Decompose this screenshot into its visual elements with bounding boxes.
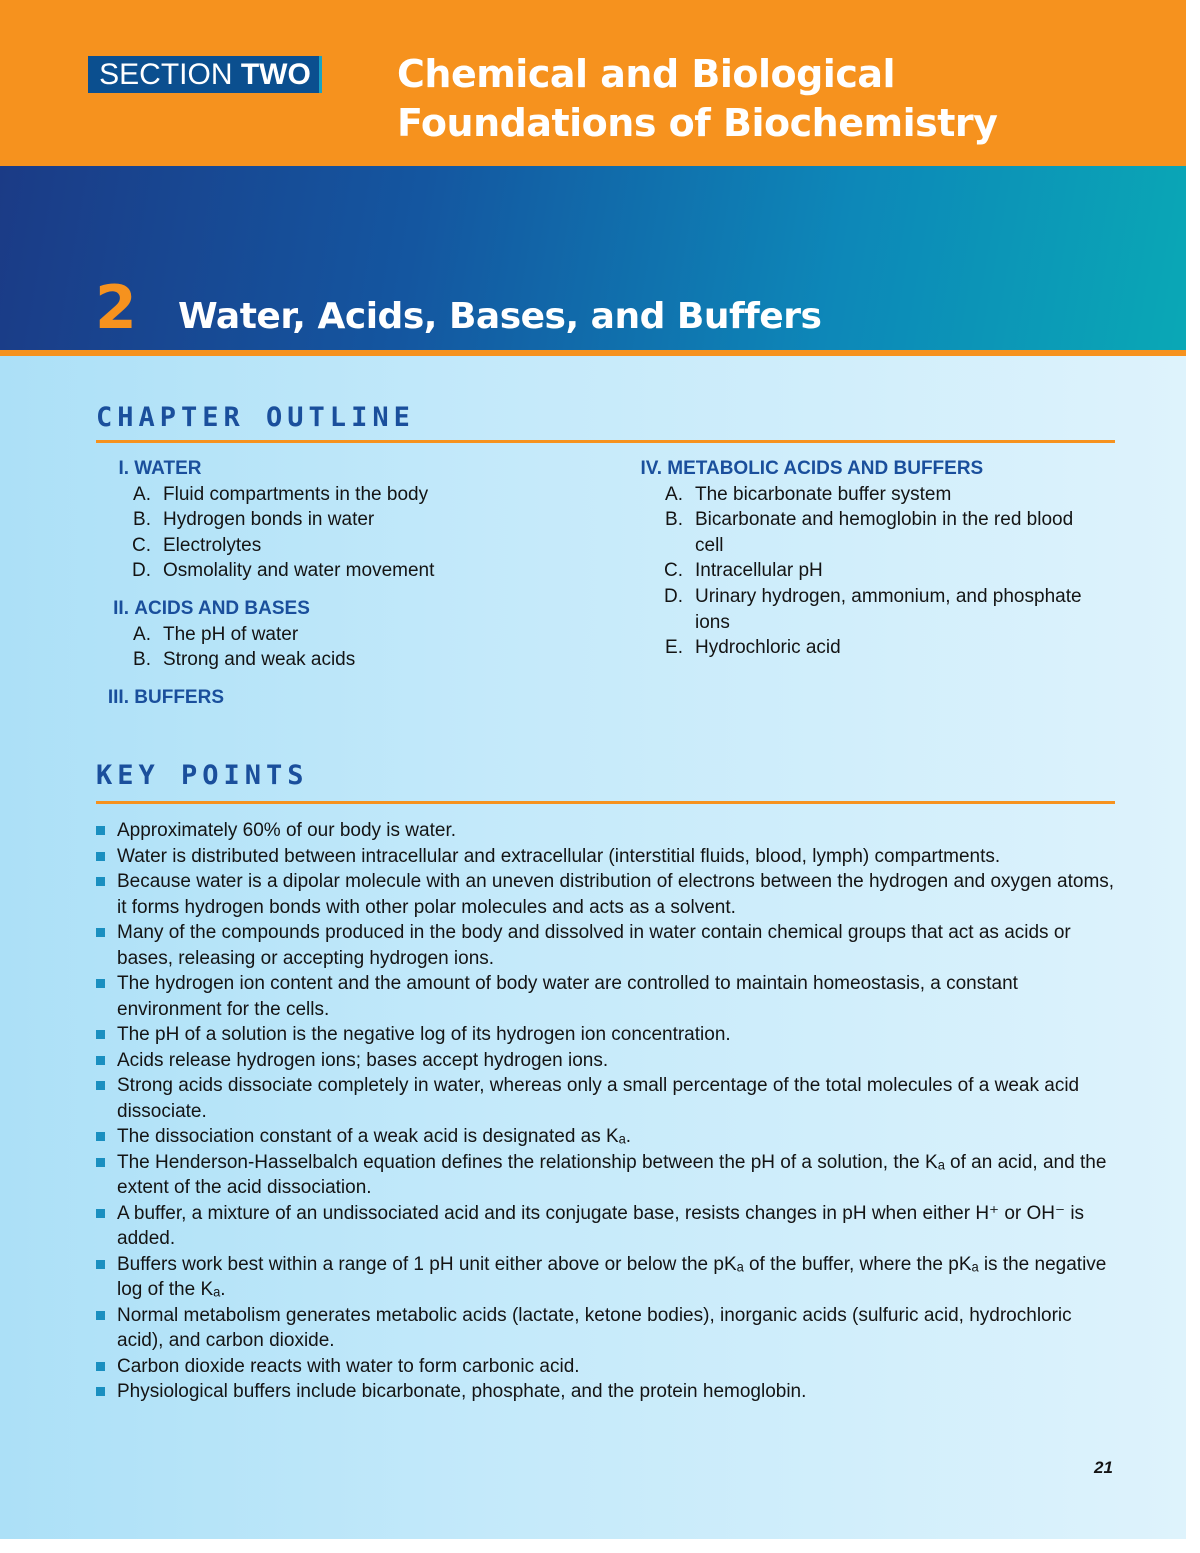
- key-point: [96, 1073, 1116, 1124]
- key-point: [96, 920, 1116, 971]
- section-label-prefix: SECTION: [99, 58, 233, 91]
- square-bullet-icon: [96, 1209, 105, 1218]
- outline-letter: B.: [133, 649, 151, 671]
- square-bullet-icon: [96, 826, 105, 835]
- outline-divider: [96, 440, 1115, 443]
- outline-letter: C.: [664, 560, 683, 582]
- key-points-list: [96, 818, 1116, 1405]
- key-point-text: A buffer, a mixture of an undissociated acid and its conjugate base, resists changes in pH when either H⁺ or OH⁻ is added.: [117, 1202, 1085, 1249]
- outline-item: [622, 482, 1102, 508]
- key-point-text: The dissociation constant of a weak acid is designated as Kₐ.: [117, 1126, 632, 1147]
- outline-right-column: [622, 456, 1102, 673]
- key-point: [96, 1150, 1116, 1201]
- key-point-text: Water is distributed between intracellular and extracellular (interstitial fluids, blood, lymph) compartments.: [117, 845, 1001, 867]
- outline-letter: B.: [665, 509, 683, 531]
- outline-item-text: The pH of water: [163, 623, 299, 645]
- outline-item: [622, 635, 1102, 661]
- key-point-text: The hydrogen ion content and the amount of body water are controlled to maintain homeostasis, a constant environment for the cells.: [117, 973, 1018, 1020]
- outline-group: [96, 596, 596, 673]
- key-points-heading: KEY POINTS: [96, 760, 309, 791]
- outline-letter: D.: [132, 560, 151, 582]
- outline-item: [96, 558, 596, 584]
- outline-group-title: ACIDS AND BASES: [134, 597, 310, 619]
- section-label: [88, 56, 322, 93]
- key-point: [96, 1022, 1116, 1048]
- key-point-text: Strong acids dissociate completely in water, whereas only a small percentage of the total molecules of a weak acid dissociate.: [117, 1075, 1080, 1122]
- outline-group: [96, 685, 596, 711]
- outline-numeral: I.: [118, 458, 129, 479]
- key-points-divider: [96, 801, 1115, 804]
- outline-group-heading: [622, 456, 1102, 482]
- chapter-outline-heading: CHAPTER OUTLINE: [96, 402, 415, 433]
- square-bullet-icon: [96, 852, 105, 861]
- key-point-text: Acids release hydrogen ions; bases accept hydrogen ions.: [117, 1049, 609, 1071]
- outline-item: [622, 507, 1102, 558]
- outline-item: [96, 622, 596, 648]
- square-bullet-icon: [96, 877, 105, 886]
- square-bullet-icon: [96, 1362, 105, 1371]
- outline-group: [622, 456, 1102, 661]
- key-point: [96, 869, 1116, 920]
- outline-letter: A.: [133, 483, 151, 505]
- outline-group: [96, 456, 596, 584]
- outline-letter: E.: [665, 637, 683, 659]
- outline-numeral: IV.: [640, 458, 662, 479]
- key-point-text: The pH of a solution is the negative log of its hydrogen ion concentration.: [117, 1024, 731, 1045]
- key-point: [96, 1303, 1116, 1354]
- outline-group-heading: [96, 456, 596, 482]
- outline-item: [96, 507, 596, 533]
- outline-item-text: The bicarbonate buffer system: [695, 483, 952, 505]
- square-bullet-icon: [96, 1132, 105, 1141]
- outline-group-heading: [96, 685, 596, 711]
- outline-item-text: Bicarbonate and hemoglobin in the red blood cell: [695, 509, 1074, 556]
- square-bullet-icon: [96, 1387, 105, 1396]
- section-label-number: TWO: [240, 58, 311, 91]
- key-point-text: Normal metabolism generates metabolic acids (lactate, ketone bodies), inorganic acids (sulfuric acid, hydrochloric acid), and carbon dioxide.: [117, 1304, 1072, 1351]
- key-point: [96, 1379, 1116, 1405]
- square-bullet-icon: [96, 1260, 105, 1269]
- outline-left-column: [96, 456, 596, 722]
- chapter-band-rule: [0, 350, 1186, 356]
- key-point-text: Many of the compounds produced in the body and dissolved in water contain chemical groups that act as acids or bases, releasing or accepting hydrogen ions.: [117, 922, 1071, 969]
- key-point: [96, 818, 1116, 844]
- outline-item: [96, 482, 596, 508]
- outline-item-text: Hydrogen bonds in water: [163, 509, 375, 531]
- square-bullet-icon: [96, 1311, 105, 1320]
- outline-letter: C.: [132, 534, 151, 556]
- key-point: [96, 1252, 1116, 1303]
- page-number: 21: [1094, 1458, 1113, 1477]
- outline-item: [622, 584, 1102, 635]
- outline-item-text: Urinary hydrogen, ammonium, and phosphate ions: [695, 585, 1082, 633]
- key-point-text: Physiological buffers include bicarbonate, phosphate, and the protein hemoglobin.: [117, 1381, 807, 1402]
- square-bullet-icon: [96, 979, 105, 988]
- square-bullet-icon: [96, 928, 105, 937]
- outline-group-title: WATER: [134, 458, 202, 479]
- key-point: [96, 1354, 1116, 1380]
- square-bullet-icon: [96, 1030, 105, 1039]
- square-bullet-icon: [96, 1081, 105, 1090]
- key-point-text: Approximately 60% of our body is water.: [117, 820, 457, 841]
- outline-item: [96, 647, 596, 673]
- outline-group-title: METABOLIC ACIDS AND BUFFERS: [667, 458, 984, 479]
- outline-item: [96, 533, 596, 559]
- outline-item-text: Intracellular pH: [695, 560, 823, 582]
- square-bullet-icon: [96, 1056, 105, 1065]
- key-point: [96, 844, 1116, 870]
- section-title: Chemical and Biological Foundations of Biochemistry: [397, 52, 998, 145]
- outline-numeral: II.: [113, 597, 129, 619]
- key-point: [96, 1048, 1116, 1074]
- outline-letter: D.: [664, 585, 683, 607]
- key-point-text: Because water is a dipolar molecule with an uneven distribution of electrons between the hydrogen and oxygen atoms, it forms hydrogen bonds with other polar molecules and acts as a solvent.: [117, 871, 1115, 918]
- outline-letter: A.: [665, 483, 683, 505]
- chapter-title: Water, Acids, Bases, and Buffers: [178, 296, 822, 337]
- outline-item: [622, 558, 1102, 584]
- key-point-text: Buffers work best within a range of 1 pH unit either above or below the pKₐ of the buffer, where the pKₐ is the negative log of the Kₐ.: [117, 1253, 1107, 1300]
- outline-letter: A.: [133, 623, 151, 645]
- outline-item-text: Electrolytes: [163, 534, 262, 556]
- chapter-number: 2: [95, 273, 137, 343]
- outline-item-text: Fluid compartments in the body: [163, 483, 429, 505]
- key-point: [96, 1201, 1116, 1252]
- outline-group-title: BUFFERS: [134, 686, 225, 708]
- outline-item-text: Strong and weak acids: [163, 649, 356, 671]
- key-point-text: Carbon dioxide reacts with water to form carbonic acid.: [117, 1355, 580, 1377]
- key-point: [96, 971, 1116, 1022]
- outline-numeral: III.: [107, 686, 129, 708]
- square-bullet-icon: [96, 1158, 105, 1167]
- outline-item-text: Osmolality and water movement: [163, 560, 435, 582]
- key-point-text: The Henderson-Hasselbalch equation defines the relationship between the pH of a solution, the Kₐ of an acid, and the extent of the acid dissociation.: [117, 1151, 1107, 1198]
- outline-item-text: Hydrochloric acid: [695, 637, 841, 659]
- key-point: [96, 1124, 1116, 1150]
- outline-letter: B.: [133, 509, 151, 531]
- outline-group-heading: [96, 596, 596, 622]
- section-band: [0, 0, 1186, 166]
